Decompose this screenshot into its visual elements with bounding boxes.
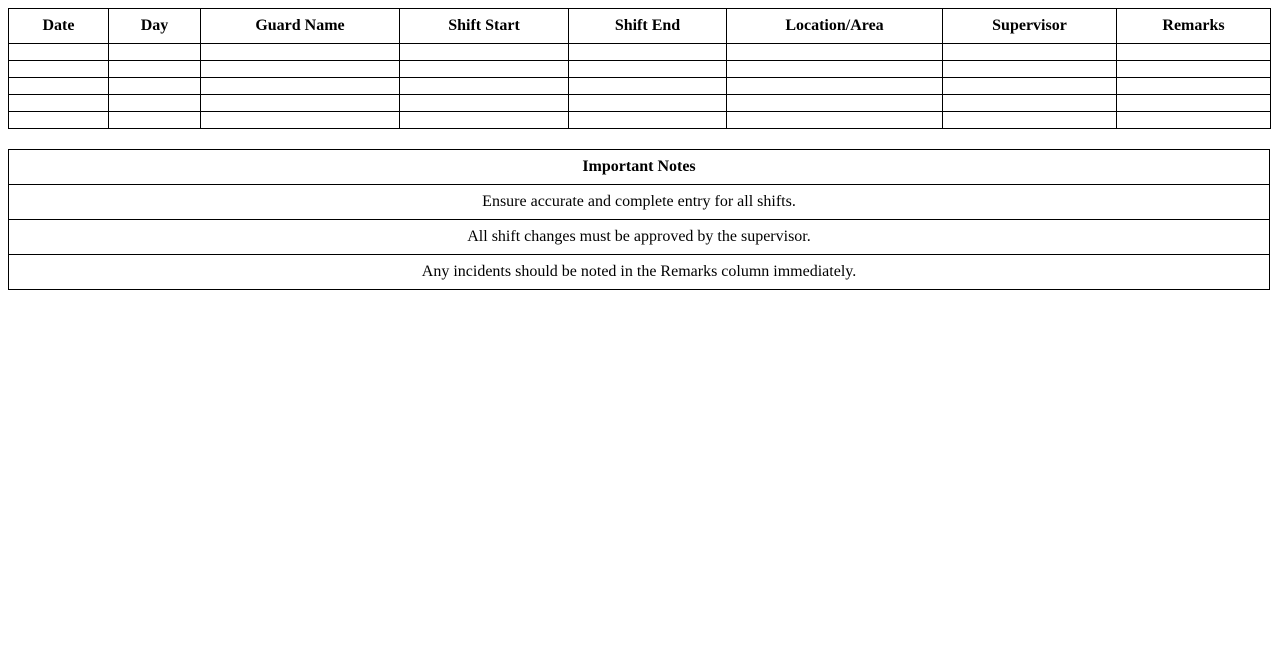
table-cell[interactable] <box>400 78 569 95</box>
table-cell[interactable] <box>943 61 1117 78</box>
note-text: Ensure accurate and complete entry for all shifts. <box>9 185 1270 220</box>
table-row <box>9 112 1271 129</box>
column-header-date: Date <box>9 9 109 44</box>
note-text: All shift changes must be approved by the supervisor. <box>9 220 1270 255</box>
table-cell[interactable] <box>943 95 1117 112</box>
table-cell[interactable] <box>109 95 201 112</box>
table-cell[interactable] <box>943 112 1117 129</box>
table-cell[interactable] <box>400 112 569 129</box>
table-cell[interactable] <box>943 44 1117 61</box>
table-cell[interactable] <box>109 78 201 95</box>
note-row <box>9 220 1270 255</box>
table-row <box>9 61 1271 78</box>
table-cell[interactable] <box>9 44 109 61</box>
table-cell[interactable] <box>1117 78 1271 95</box>
table-cell[interactable] <box>569 44 727 61</box>
column-header-shift-start: Shift Start <box>400 9 569 44</box>
table-cell[interactable] <box>1117 61 1271 78</box>
table-cell[interactable] <box>400 44 569 61</box>
table-cell[interactable] <box>569 78 727 95</box>
table-cell[interactable] <box>727 44 943 61</box>
column-header-location-area: Location/Area <box>727 9 943 44</box>
table-cell[interactable] <box>400 61 569 78</box>
table-row <box>9 95 1271 112</box>
table-cell[interactable] <box>727 112 943 129</box>
table-cell[interactable] <box>201 112 400 129</box>
table-row <box>9 78 1271 95</box>
column-header-shift-end: Shift End <box>569 9 727 44</box>
notes-header-row <box>9 150 1270 185</box>
table-cell[interactable] <box>569 112 727 129</box>
table-cell[interactable] <box>9 61 109 78</box>
table-cell[interactable] <box>943 78 1117 95</box>
table-cell[interactable] <box>569 95 727 112</box>
table-header-row <box>9 9 1271 44</box>
note-text: Any incidents should be noted in the Remarks column immediately. <box>9 255 1270 290</box>
note-row <box>9 185 1270 220</box>
important-notes-table <box>8 149 1270 290</box>
table-row <box>9 44 1271 61</box>
column-header-supervisor: Supervisor <box>943 9 1117 44</box>
table-cell[interactable] <box>109 61 201 78</box>
column-header-remarks: Remarks <box>1117 9 1271 44</box>
table-cell[interactable] <box>569 61 727 78</box>
column-header-guard-name: Guard Name <box>201 9 400 44</box>
table-cell[interactable] <box>1117 44 1271 61</box>
note-row <box>9 255 1270 290</box>
table-cell[interactable] <box>201 95 400 112</box>
table-cell[interactable] <box>727 78 943 95</box>
table-cell[interactable] <box>109 44 201 61</box>
table-cell[interactable] <box>201 61 400 78</box>
shift-schedule-table <box>8 8 1271 129</box>
table-cell[interactable] <box>201 78 400 95</box>
table-cell[interactable] <box>201 44 400 61</box>
table-cell[interactable] <box>9 78 109 95</box>
table-cell[interactable] <box>400 95 569 112</box>
column-header-day: Day <box>109 9 201 44</box>
table-cell[interactable] <box>9 112 109 129</box>
table-cell[interactable] <box>109 112 201 129</box>
table-cell[interactable] <box>727 95 943 112</box>
table-cell[interactable] <box>9 95 109 112</box>
notes-heading: Important Notes <box>9 150 1270 185</box>
table-cell[interactable] <box>1117 112 1271 129</box>
table-cell[interactable] <box>1117 95 1271 112</box>
table-cell[interactable] <box>727 61 943 78</box>
